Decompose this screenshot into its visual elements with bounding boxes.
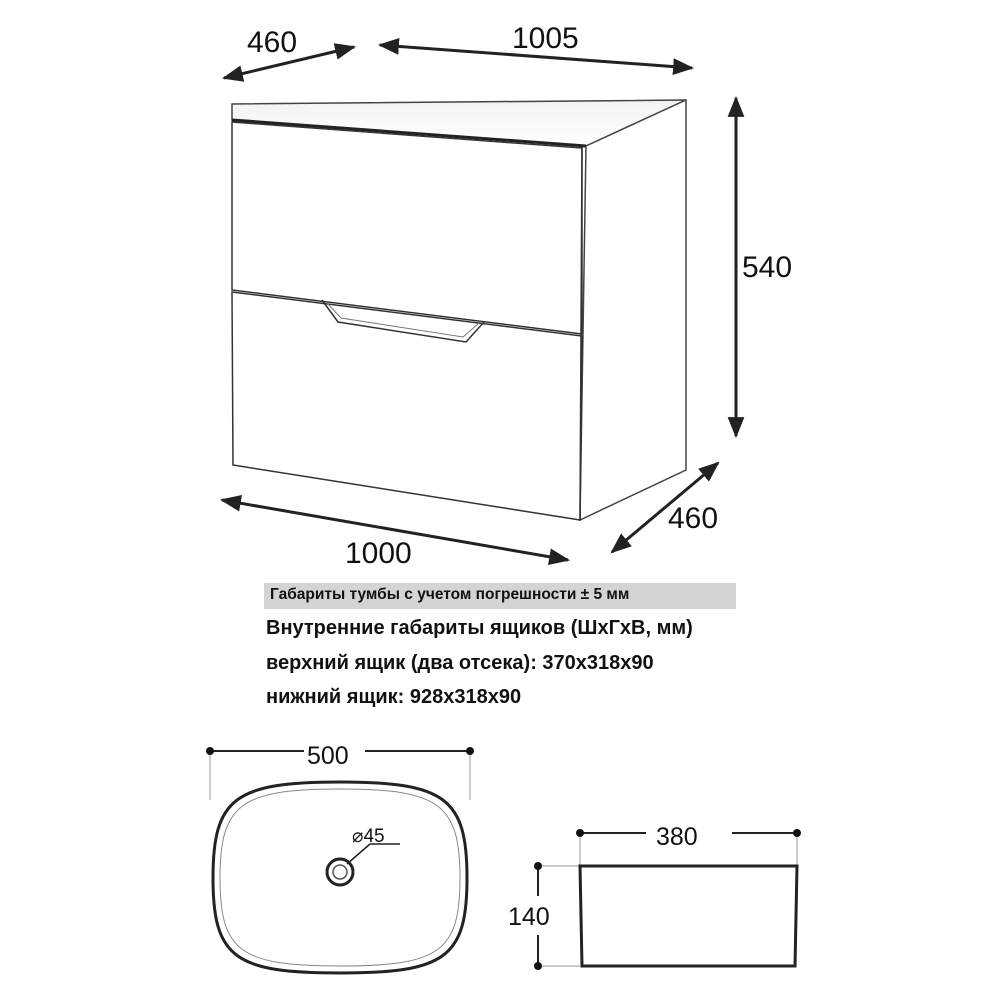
basin-side-height-label: 140 — [508, 903, 550, 931]
cabinet-drawing — [232, 100, 686, 520]
inner-dimensions-title: Внутренние габариты ящиков (ШхГхВ, мм) — [266, 617, 693, 639]
width-bottom-label: 1000 — [345, 537, 412, 570]
width-top-label: 1005 — [512, 22, 579, 55]
cabinet-side-panel — [580, 100, 686, 520]
basin-side-profile — [580, 866, 797, 966]
height-label: 540 — [742, 251, 793, 284]
basin-width-label: 500 — [307, 742, 349, 770]
depth-top-label: 460 — [247, 26, 298, 59]
tolerance-note: Габариты тумбы с учетом погрешности ± 5 мм — [270, 586, 630, 603]
depth-bottom-label: 460 — [668, 502, 719, 535]
basin-side-width-label: 380 — [656, 823, 698, 851]
drain-diameter-label: ⌀45 — [352, 826, 385, 847]
basin-top-view — [206, 747, 474, 973]
upper-drawer-dimensions: верхний ящик (два отсека): 370х318х90 — [266, 652, 654, 674]
lower-drawer-dimensions: нижний ящик: 928х318х90 — [266, 686, 522, 708]
